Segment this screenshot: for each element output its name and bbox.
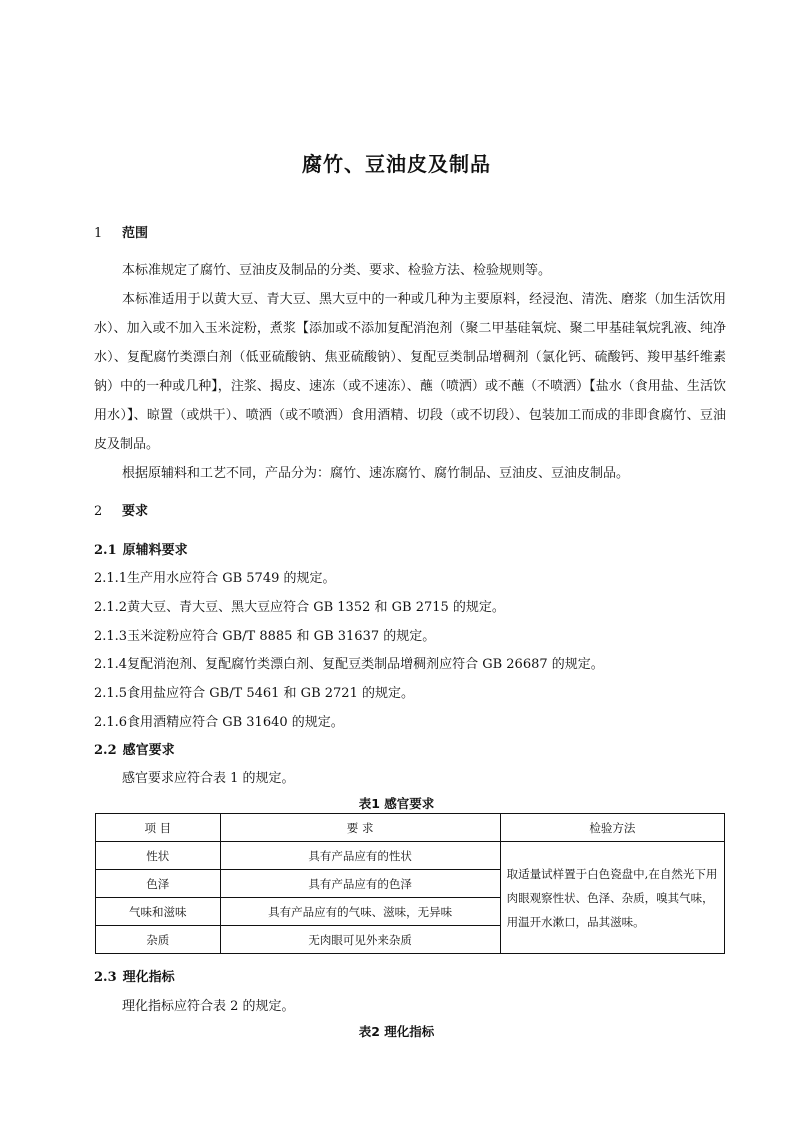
subsection-number: 2.3 — [94, 970, 117, 985]
subsection-title: 原辅料要求 — [122, 543, 188, 558]
table-1-caption: 表1 感官要求 — [358, 796, 435, 811]
row-requirement: 无肉眼可见外来杂质 — [220, 926, 500, 954]
test-method-cell: 取适量试样置于白色瓷盘中,在自然光下用肉眼观察性状、色泽、杂质，嗅其气味，用温开水漱口，品其滋味。 — [500, 842, 724, 954]
paragraph-scope-2: 本标准适用于以黄大豆、青大豆、黑大豆中的一种或几种为主要原料，经浸泡、清洗、磨浆（加生活饮用水）、加入或不加入玉米淀粉，煮浆【添加或不添加复配消泡剂（聚二甲基硅氧烷、聚二甲基硅氧烷乳液、纯净水）、复配腐竹类漂白剂（低亚硫酸钠、焦亚硫酸钠）、复配豆类制品增稠剂（氯化钙、硫酸钙、羧甲基纤维素钠）中的一种或几种】，注浆、揭皮、速冻（或不速冻）、蘸（喷洒）或不蘸（不喷洒）【盐水（食用盐、生活饮用水）】、晾置（或烘干）、喷洒（或不喷洒）食用酒精、切段（或不切段）、包装加工而成的非即食腐竹、豆油皮及制品。 — [94, 292, 726, 452]
clause-2-1-5: 2.1.5食用盐应符合 GB/T 5461 和 GB 2721 的规定。 — [94, 686, 414, 701]
subsection-number: 2.1 — [94, 543, 117, 558]
sensory-requirements-table — [95, 813, 725, 954]
subsection-title: 感官要求 — [122, 743, 175, 758]
clause-2-1-6: 2.1.6食用酒精应符合 GB 31640 的规定。 — [94, 715, 344, 730]
clause-2-1-2: 2.1.2黄大豆、青大豆、黑大豆应符合 GB 1352 和 GB 2715 的规定。 — [94, 600, 505, 615]
section-title: 要求 — [122, 504, 149, 519]
section-number: 1 — [94, 226, 103, 241]
subsection-title: 理化指标 — [122, 970, 175, 985]
header-item: 项 目 — [96, 814, 221, 842]
subsection-2-3-heading — [94, 966, 175, 985]
paragraph-scope-3: 根据原辅料和工艺不同，产品分为：腐竹、速冻腐竹、腐竹制品、豆油皮、豆油皮制品。 — [122, 466, 630, 481]
table-row — [96, 842, 725, 870]
row-item: 性状 — [96, 842, 221, 870]
physicochemical-requirement-text: 理化指标应符合表 2 的规定。 — [122, 999, 295, 1014]
clause-2-1-4: 2.1.4复配消泡剂、复配腐竹类漂白剂、复配豆类制品增稠剂应符合 GB 26687 的规定。 — [94, 657, 604, 672]
document-title: 腐竹、豆油皮及制品 — [302, 152, 491, 176]
header-requirement: 要 求 — [220, 814, 500, 842]
subsection-number: 2.2 — [94, 743, 117, 758]
row-item: 色泽 — [96, 870, 221, 898]
row-requirement: 具有产品应有的色泽 — [220, 870, 500, 898]
section-2-heading — [94, 500, 148, 519]
subsection-2-1-heading — [94, 539, 188, 558]
section-number: 2 — [94, 504, 103, 519]
clause-2-1-3: 2.1.3玉米淀粉应符合 GB/T 8885 和 GB 31637 的规定。 — [94, 629, 436, 644]
sensory-requirement-text: 感官要求应符合表 1 的规定。 — [122, 771, 295, 786]
subsection-2-2-heading — [94, 739, 175, 758]
row-requirement: 具有产品应有的气味、滋味，无异味 — [220, 898, 500, 926]
table-2-caption: 表2 理化指标 — [358, 1024, 435, 1039]
row-requirement: 具有产品应有的性状 — [220, 842, 500, 870]
section-title: 范围 — [122, 226, 149, 241]
row-item: 杂质 — [96, 926, 221, 954]
section-1-heading — [94, 222, 148, 241]
header-test-method: 检验方法 — [500, 814, 724, 842]
table-header-row — [96, 814, 725, 842]
paragraph-scope-1: 本标准规定了腐竹、豆油皮及制品的分类、要求、检验方法、检验规则等。 — [122, 263, 552, 278]
row-item: 气味和滋味 — [96, 898, 221, 926]
clause-2-1-1: 2.1.1生产用水应符合 GB 5749 的规定。 — [94, 571, 336, 586]
